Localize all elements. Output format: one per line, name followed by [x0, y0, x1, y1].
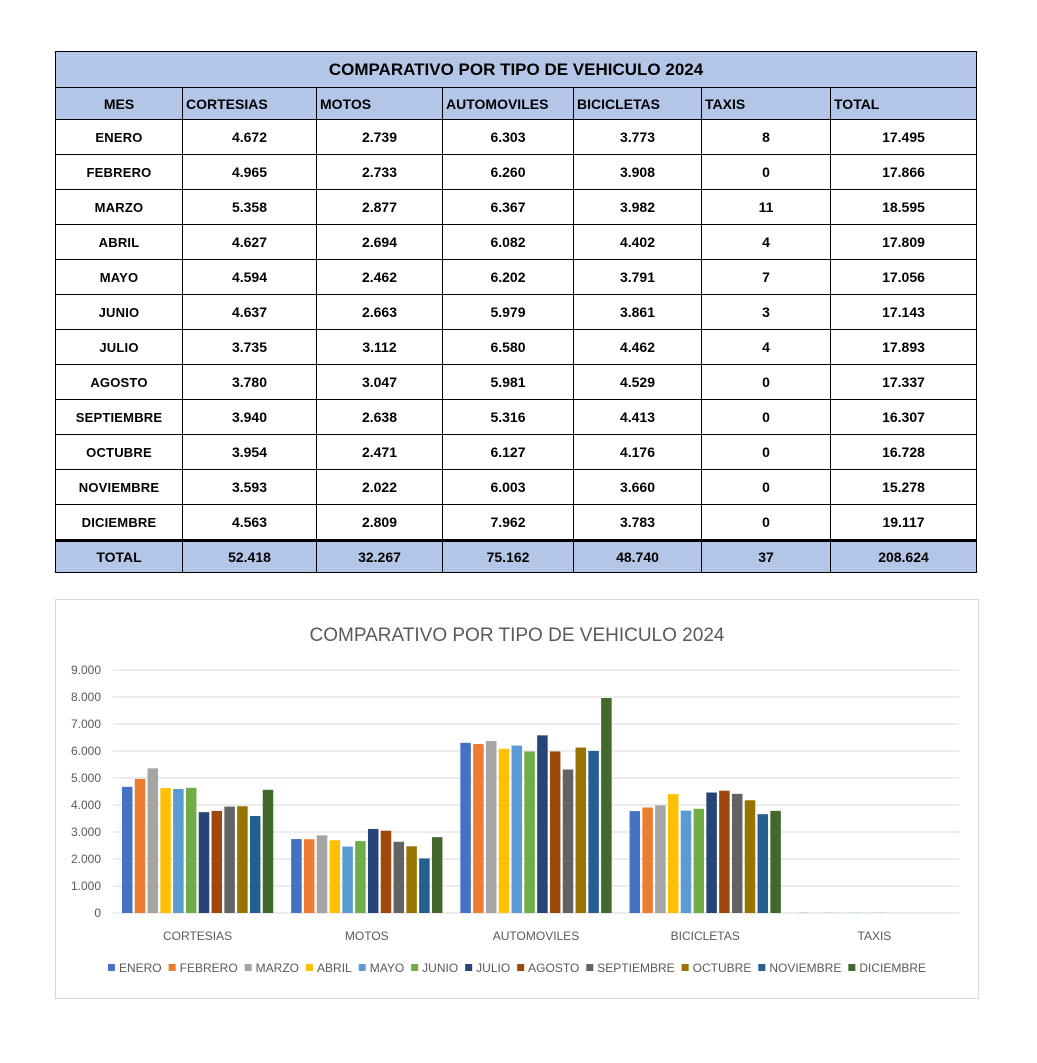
bar-chart: [55, 599, 979, 999]
automoviles-cell: 6.202: [443, 260, 574, 295]
legend-swatch: [411, 964, 418, 971]
motos-cell: 2.471: [317, 435, 443, 470]
total-cell: 18.595: [831, 190, 977, 225]
y-tick-label: 6.000: [70, 744, 101, 758]
automoviles-cell: 5.979: [443, 295, 574, 330]
total-cortesias-cell: 52.418: [183, 541, 317, 573]
motos-cell: 2.877: [317, 190, 443, 225]
bar-motos-marzo: [317, 835, 328, 913]
bar-motos-noviembre: [419, 858, 430, 913]
total-taxis-cell: 37: [702, 541, 831, 573]
legend-swatch: [517, 964, 524, 971]
bicicletas-cell: 3.773: [574, 120, 702, 155]
total-cell: 17.893: [831, 330, 977, 365]
bar-cortesias-mayo: [173, 789, 184, 913]
y-tick-label: 5.000: [70, 771, 101, 785]
mes-cell: OCTUBRE: [56, 435, 183, 470]
mes-cell: MAYO: [56, 260, 183, 295]
automoviles-cell: 7.962: [443, 505, 574, 541]
x-category-label: CORTESIAS: [163, 929, 233, 943]
bar-cortesias-diciembre: [263, 790, 274, 913]
motos-cell: 2.663: [317, 295, 443, 330]
bar-bicicletas-septiembre: [732, 794, 743, 913]
bicicletas-cell: 3.982: [574, 190, 702, 225]
mes-cell: SEPTIEMBRE: [56, 400, 183, 435]
motos-cell: 3.112: [317, 330, 443, 365]
table-row: [56, 400, 977, 435]
bar-automoviles-junio: [524, 752, 535, 913]
motos-cell: 2.733: [317, 155, 443, 190]
bar-bicicletas-noviembre: [758, 814, 769, 913]
automoviles-cell: 6.303: [443, 120, 574, 155]
legend-label: JUNIO: [422, 961, 459, 975]
table-title: COMPARATIVO POR TIPO DE VEHICULO 2024: [56, 52, 977, 88]
total-cell: 17.809: [831, 225, 977, 260]
bar-bicicletas-octubre: [745, 800, 756, 913]
legend-swatch: [169, 964, 176, 971]
motos-cell: 2.462: [317, 260, 443, 295]
total-cell: 16.728: [831, 435, 977, 470]
bar-cortesias-septiembre: [224, 807, 235, 913]
x-category-label: TAXIS: [857, 929, 892, 943]
y-tick-label: 9.000: [70, 663, 101, 677]
table-row: [56, 435, 977, 470]
header-bicicletas: BICICLETAS: [574, 88, 702, 120]
mes-cell: MARZO: [56, 190, 183, 225]
bar-cortesias-octubre: [237, 806, 248, 913]
automoviles-cell: 6.580: [443, 330, 574, 365]
bar-motos-mayo: [342, 847, 353, 913]
bicicletas-cell: 4.529: [574, 365, 702, 400]
x-category-label: MOTOS: [344, 929, 389, 943]
bar-motos-febrero: [304, 839, 315, 913]
taxis-cell: 8: [702, 120, 831, 155]
bar-automoviles-diciembre: [601, 698, 612, 913]
total-cell: 17.143: [831, 295, 977, 330]
mes-cell: FEBRERO: [56, 155, 183, 190]
cortesias-cell: 3.954: [183, 435, 317, 470]
table-row: [56, 120, 977, 155]
taxis-cell: 4: [702, 225, 831, 260]
bar-automoviles-agosto: [550, 752, 561, 913]
table-row: [56, 260, 977, 295]
bar-motos-octubre: [406, 846, 417, 913]
y-tick-label: 4.000: [70, 798, 101, 812]
legend-swatch: [682, 964, 689, 971]
bar-bicicletas-marzo: [655, 805, 666, 913]
legend-label: ABRIL: [317, 961, 352, 975]
header-automoviles: AUTOMOVILES: [443, 88, 574, 120]
bicicletas-cell: 3.861: [574, 295, 702, 330]
bar-bicicletas-enero: [630, 811, 641, 913]
chart-canvas: [56, 600, 978, 998]
motos-cell: 2.739: [317, 120, 443, 155]
total-cell: 17.056: [831, 260, 977, 295]
bar-automoviles-noviembre: [588, 751, 599, 913]
header-taxis: TAXIS: [702, 88, 831, 120]
total-bicicletas-cell: 48.740: [574, 541, 702, 573]
taxis-cell: 0: [702, 505, 831, 541]
total-cell: 17.866: [831, 155, 977, 190]
bar-cortesias-junio: [186, 788, 197, 913]
legend-label: FEBRERO: [179, 961, 238, 975]
table-total-row: [56, 541, 977, 573]
cortesias-cell: 3.593: [183, 470, 317, 505]
automoviles-cell: 6.082: [443, 225, 574, 260]
bar-motos-enero: [291, 839, 302, 913]
legend-label: OCTUBRE: [692, 961, 752, 975]
legend-label: ENERO: [118, 961, 162, 975]
bar-cortesias-marzo: [148, 768, 159, 913]
bar-automoviles-octubre: [576, 748, 587, 913]
motos-cell: 2.694: [317, 225, 443, 260]
cortesias-cell: 4.563: [183, 505, 317, 541]
y-axis-ticks: [71, 663, 101, 920]
cortesias-cell: 3.940: [183, 400, 317, 435]
taxis-cell: 0: [702, 435, 831, 470]
bar-bicicletas-febrero: [642, 807, 653, 913]
mes-cell: ENERO: [56, 120, 183, 155]
bicicletas-cell: 4.413: [574, 400, 702, 435]
total-cell: 17.495: [831, 120, 977, 155]
data-table: [55, 51, 977, 573]
y-tick-label: 3.000: [70, 825, 101, 839]
legend-swatch: [586, 964, 593, 971]
total-cell: 15.278: [831, 470, 977, 505]
taxis-cell: 0: [702, 365, 831, 400]
mes-cell: DICIEMBRE: [56, 505, 183, 541]
automoviles-cell: 6.367: [443, 190, 574, 225]
x-category-label: BICICLETAS: [670, 929, 740, 943]
table-row: [56, 365, 977, 400]
y-tick-label: 1.000: [70, 879, 101, 893]
legend-label: JULIO: [476, 961, 511, 975]
bicicletas-cell: 4.402: [574, 225, 702, 260]
table-row: [56, 470, 977, 505]
legend-label: DICIEMBRE: [859, 961, 927, 975]
bicicletas-cell: 4.176: [574, 435, 702, 470]
bar-cortesias-enero: [122, 787, 133, 913]
cortesias-cell: 4.594: [183, 260, 317, 295]
y-tick-label: 7.000: [70, 717, 101, 731]
bar-bicicletas-agosto: [719, 791, 730, 913]
cortesias-cell: 4.965: [183, 155, 317, 190]
bar-cortesias-noviembre: [250, 816, 261, 913]
motos-cell: 2.638: [317, 400, 443, 435]
bar-cortesias-abril: [160, 788, 171, 913]
automoviles-cell: 6.127: [443, 435, 574, 470]
legend-swatch: [758, 964, 765, 971]
chart-title: COMPARATIVO POR TIPO DE VEHICULO 2024: [309, 625, 725, 646]
taxis-cell: 7: [702, 260, 831, 295]
taxis-cell: 0: [702, 470, 831, 505]
table-row: [56, 190, 977, 225]
bar-cortesias-julio: [199, 812, 210, 913]
legend-label: MARZO: [255, 961, 300, 975]
bar-bicicletas-julio: [706, 793, 717, 913]
total-motos-cell: 32.267: [317, 541, 443, 573]
bar-automoviles-marzo: [486, 741, 497, 913]
bar-automoviles-febrero: [473, 744, 484, 913]
automoviles-cell: 5.316: [443, 400, 574, 435]
x-axis-categories: [163, 929, 891, 943]
bar-motos-abril: [330, 840, 341, 913]
bar-motos-julio: [368, 829, 379, 913]
bar-automoviles-septiembre: [563, 769, 574, 913]
header-mes: MES: [56, 88, 183, 120]
legend-swatch: [465, 964, 472, 971]
bar-cortesias-agosto: [212, 811, 223, 913]
bicicletas-cell: 3.660: [574, 470, 702, 505]
bicicletas-cell: 3.908: [574, 155, 702, 190]
table-row: [56, 295, 977, 330]
automoviles-cell: 5.981: [443, 365, 574, 400]
motos-cell: 3.047: [317, 365, 443, 400]
mes-cell: AGOSTO: [56, 365, 183, 400]
mes-cell: JULIO: [56, 330, 183, 365]
legend-swatch: [108, 964, 115, 971]
vehicle-comparison-table: [55, 51, 976, 573]
bar-motos-junio: [355, 841, 366, 913]
mes-cell: ABRIL: [56, 225, 183, 260]
table-row: [56, 330, 977, 365]
automoviles-cell: 6.260: [443, 155, 574, 190]
taxis-cell: 4: [702, 330, 831, 365]
total-cell: 17.337: [831, 365, 977, 400]
motos-cell: 2.022: [317, 470, 443, 505]
cortesias-cell: 3.735: [183, 330, 317, 365]
bar-bicicletas-junio: [694, 809, 705, 913]
legend-label: NOVIEMBRE: [769, 961, 842, 975]
legend-swatch: [848, 964, 855, 971]
total-total-cell: 208.624: [831, 541, 977, 573]
legend-label: MAYO: [369, 961, 405, 975]
header-cortesias: CORTESIAS: [183, 88, 317, 120]
legend: [108, 961, 926, 975]
motos-cell: 2.809: [317, 505, 443, 541]
taxis-cell: 0: [702, 400, 831, 435]
table-row: [56, 155, 977, 190]
bar-automoviles-enero: [460, 743, 471, 913]
legend-label: SEPTIEMBRE: [597, 961, 675, 975]
taxis-cell: 11: [702, 190, 831, 225]
bar-motos-agosto: [381, 831, 392, 913]
bar-bicicletas-abril: [668, 794, 679, 913]
y-tick-label: 8.000: [70, 690, 101, 704]
total-mes-cell: TOTAL: [56, 541, 183, 573]
legend-label: AGOSTO: [528, 961, 580, 975]
legend-swatch: [359, 964, 366, 971]
bicicletas-cell: 3.783: [574, 505, 702, 541]
automoviles-cell: 6.003: [443, 470, 574, 505]
header-total: TOTAL: [831, 88, 977, 120]
y-tick-label: 0: [94, 906, 101, 920]
taxis-cell: 3: [702, 295, 831, 330]
x-category-label: AUTOMOVILES: [492, 929, 580, 943]
taxis-cell: 0: [702, 155, 831, 190]
legend-swatch: [306, 964, 313, 971]
bicicletas-cell: 4.462: [574, 330, 702, 365]
bar-automoviles-julio: [537, 735, 548, 913]
table-header-row: [56, 88, 977, 120]
bar-motos-septiembre: [394, 842, 405, 913]
table-body: [56, 120, 977, 541]
cortesias-cell: 4.627: [183, 225, 317, 260]
bicicletas-cell: 3.791: [574, 260, 702, 295]
bar-cortesias-febrero: [135, 779, 146, 913]
bars: [122, 698, 886, 913]
table-row: [56, 505, 977, 541]
bar-bicicletas-mayo: [681, 811, 692, 913]
total-cell: 16.307: [831, 400, 977, 435]
header-motos: MOTOS: [317, 88, 443, 120]
mes-cell: JUNIO: [56, 295, 183, 330]
bar-automoviles-mayo: [512, 746, 523, 913]
legend-swatch: [245, 964, 252, 971]
bar-motos-diciembre: [432, 837, 443, 913]
bar-automoviles-abril: [499, 749, 510, 913]
y-tick-label: 2.000: [70, 852, 101, 866]
bar-bicicletas-diciembre: [770, 811, 781, 913]
cortesias-cell: 4.637: [183, 295, 317, 330]
cortesias-cell: 3.780: [183, 365, 317, 400]
total-automoviles-cell: 75.162: [443, 541, 574, 573]
table-row: [56, 225, 977, 260]
cortesias-cell: 4.672: [183, 120, 317, 155]
total-cell: 19.117: [831, 505, 977, 541]
mes-cell: NOVIEMBRE: [56, 470, 183, 505]
cortesias-cell: 5.358: [183, 190, 317, 225]
